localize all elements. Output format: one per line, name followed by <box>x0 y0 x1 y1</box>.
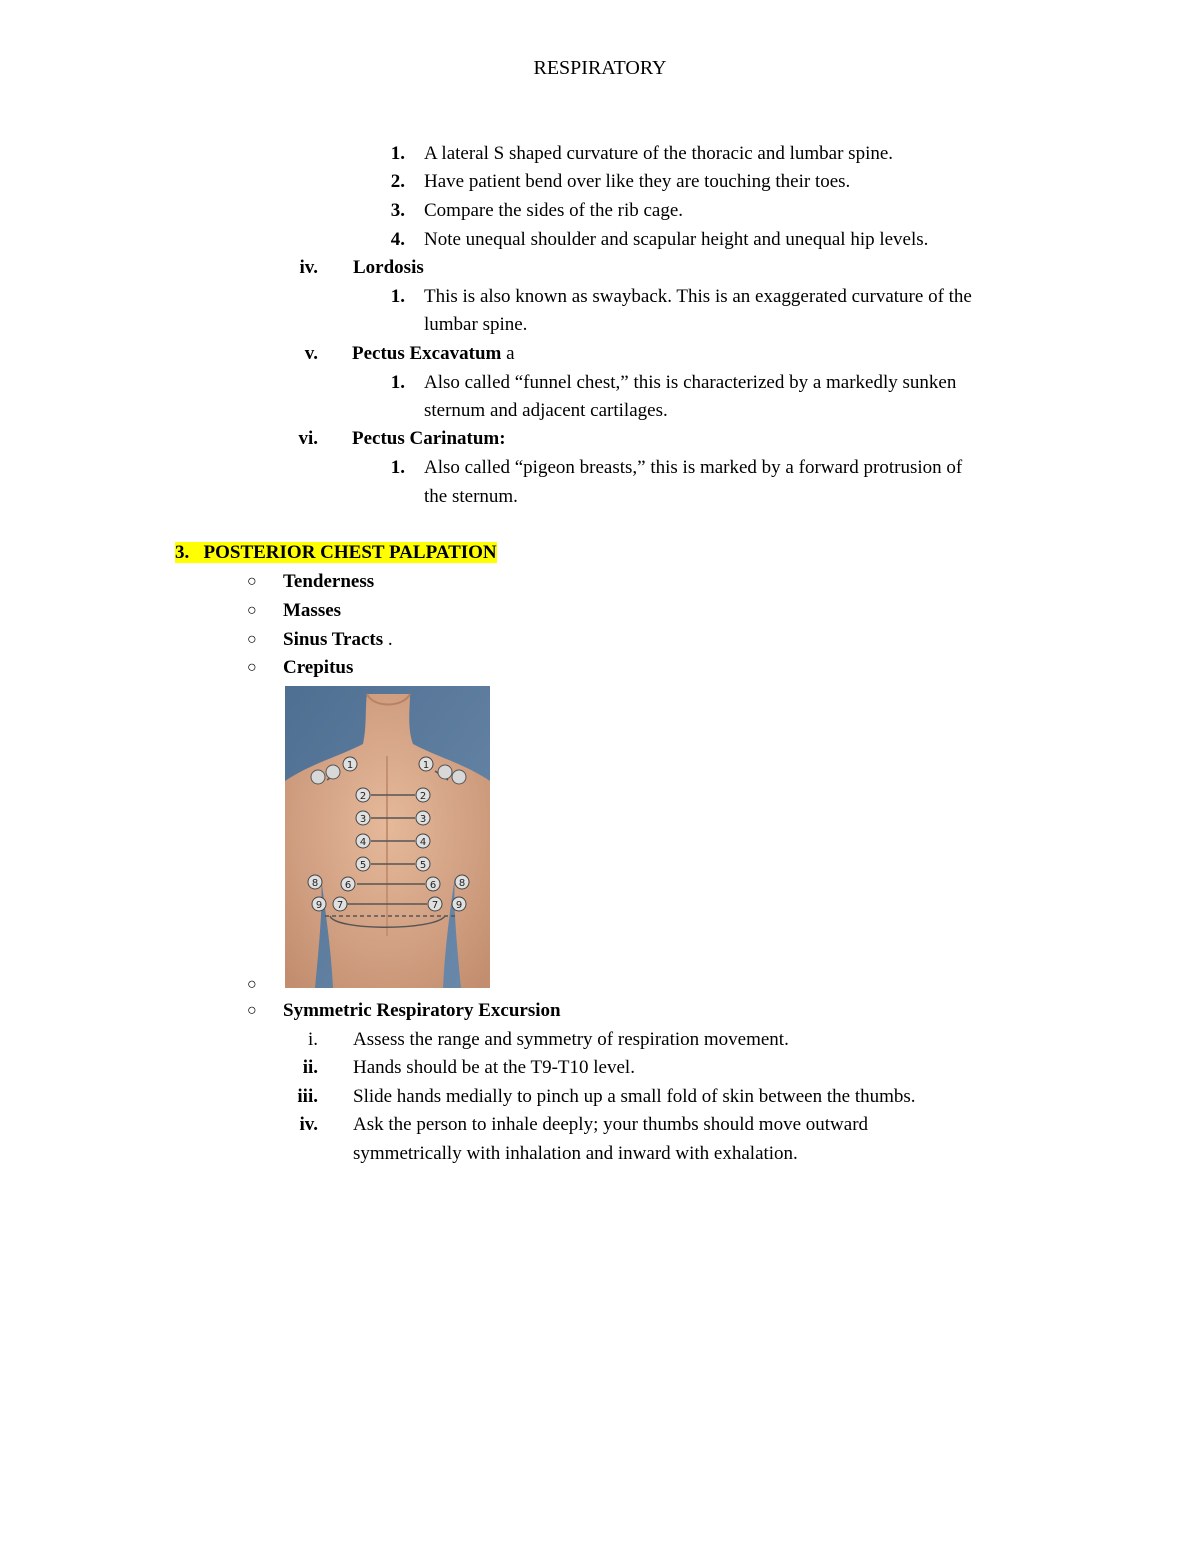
marker-label-left-1: 1 <box>346 760 354 771</box>
bullet-icon: ○ <box>247 1002 257 1019</box>
marker-label-left-3: 3 <box>359 814 367 825</box>
back-palpation-diagram <box>285 686 490 988</box>
marker-label-left-2: 2 <box>359 791 367 802</box>
marker-label-right-9: 9 <box>455 900 463 911</box>
marker-label-right-3: 3 <box>419 814 427 825</box>
bullet-icon: ○ <box>247 602 257 619</box>
bullet-icon: ○ <box>247 976 257 993</box>
marker-label-left-8: 8 <box>311 878 319 889</box>
marker-label-right-6: 6 <box>429 880 437 891</box>
posterior-chest-palpation-figure <box>285 686 490 988</box>
section-heading-posterior-chest-palpation: 3. POSTERIOR CHEST PALPATION <box>175 542 497 563</box>
document-page: RESPIRATORY 1. A lateral S shaped curvature of the thoracic and lumbar spine. 2. Have patient bend over like they are touching their toes. 3. Compare the sides of the rib cage. 4. Note unequal shoulder and scapular height and unequal hip levels. iv. Lordosis 1. This is also known as swayback. This is an exaggerated curvature of the lumbar spine. v. Pectus Excavatum a 1. Also called “funnel chest,” this is characterized by a markedly sunken sternum and adjacent cartilages. vi. Pectus Carinatum: 1. Also called “pigeon breasts,” this is marked by a forward protrusion of the sternum. 3. POSTERIOR CHEST PALPATION ○ Tenderness ○ Masses ○ Sinus Tracts . ○ Crepitus 1 2 3 4 5 6 7 8 9 1 2 3 4 5 6 7 8 9 ○ ○ Symmetric Respiratory Excursion i. Assess the range and symmetry of respiration movement. ii. Hands should be at the T9-T10 level. iii. Slide hands medially to pinch up a small fold of skin between the thumbs. iv. Ask the person to inhale deeply; your thumbs should move outward symmetrically with inhalation and inward with exhalation. <box>0 0 1200 1553</box>
bullet-icon: ○ <box>247 659 257 676</box>
marker-label-left-4: 4 <box>359 837 367 848</box>
marker-label-right-7: 7 <box>431 900 439 911</box>
marker-label-right-2: 2 <box>419 791 427 802</box>
marker-label-right-1: 1 <box>422 760 430 771</box>
marker-label-left-7: 7 <box>336 900 344 911</box>
marker-label-left-5: 5 <box>359 860 367 871</box>
marker-label-right-5: 5 <box>419 860 427 871</box>
bullet-icon: ○ <box>247 631 257 648</box>
marker-label-left-6: 6 <box>344 880 352 891</box>
marker-label-left-9: 9 <box>315 900 323 911</box>
page-title: RESPIRATORY <box>533 57 667 79</box>
bullet-icon: ○ <box>247 573 257 590</box>
marker-label-right-4: 4 <box>419 837 427 848</box>
marker-label-right-8: 8 <box>458 878 466 889</box>
